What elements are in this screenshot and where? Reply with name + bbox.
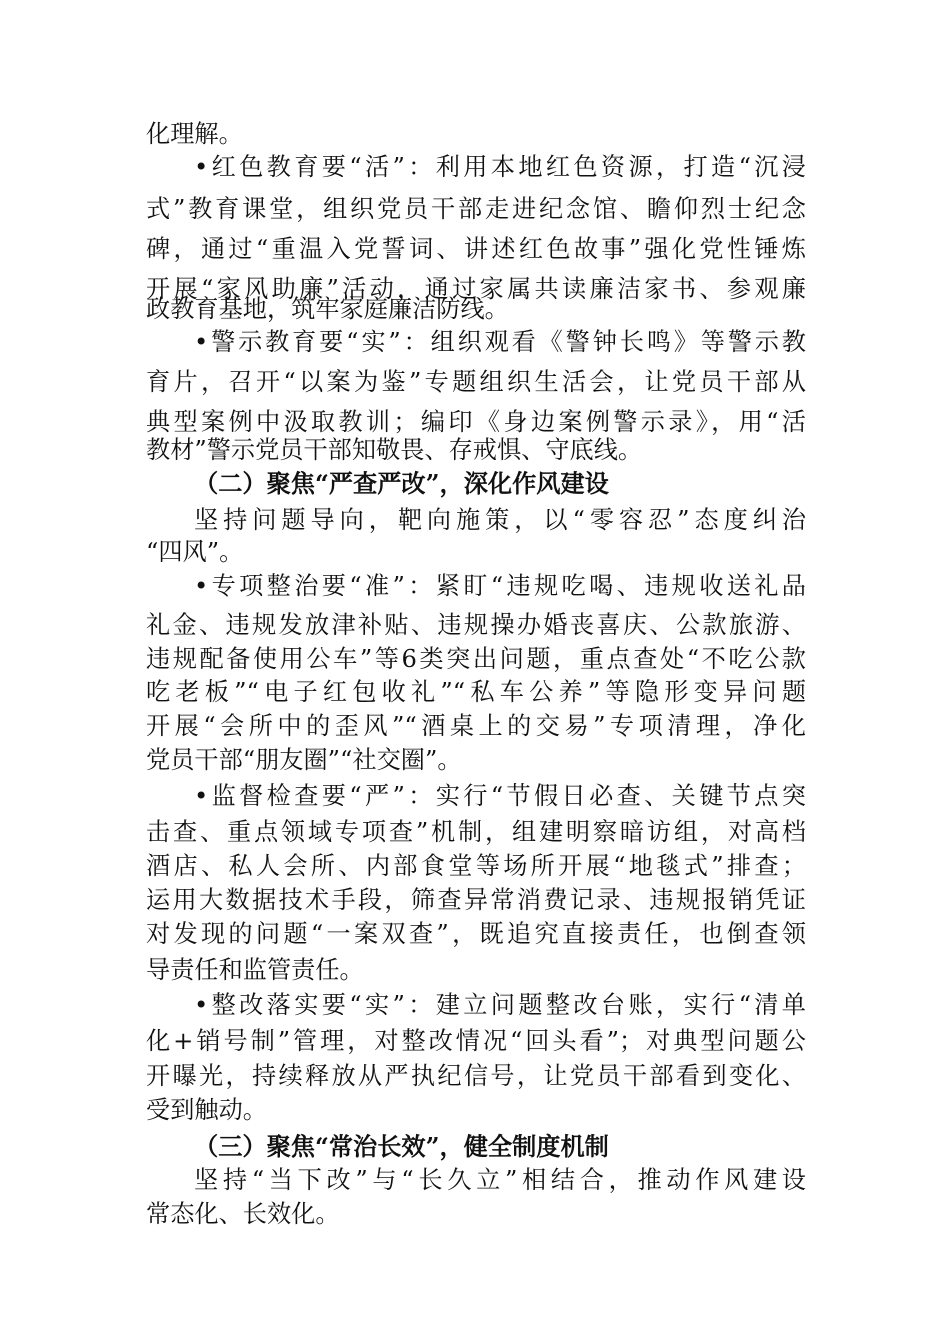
text-line: 受到触动。 — [146, 1096, 267, 1124]
text-line: 导责任和监管责任。 — [146, 956, 364, 984]
text-line: 击查、重点领域专项查”机制，组建明察暗访组，对高档 — [146, 818, 806, 846]
text-line: 开展“家风助廉”活动，通过家属共读廉洁家书、参观廉 — [146, 275, 806, 303]
paragraph-intro: 坚持“当下改”与“长久立”相结合，推动作风建设 — [194, 1166, 806, 1194]
section-heading-2: （二）聚焦“严查严改”，深化作风建设 — [194, 469, 609, 498]
bullet-item-supervision: •监督检查要“严”：实行“节假日必查、关键节点突 — [194, 782, 806, 810]
text-line: 化理解。 — [146, 120, 243, 148]
text-line: 吃老板”“电子红包收礼”“私车公养”等隐形变异问题 — [146, 678, 806, 706]
bullet-item-rectification: •整改落实要“实”：建立问题整改台账，实行“清单 — [194, 991, 806, 1019]
text-line: 开展“会所中的歪风”“酒桌上的交易”专项清理，净化 — [146, 712, 806, 740]
text-line: 开曝光，持续释放从严执纪信号，让党员干部看到变化、 — [146, 1062, 806, 1090]
text-line: 酒店、私人会所、内部食堂等场所开展“地毯式”排查； — [146, 852, 806, 880]
text-line: 政教育基地，筑牢家庭廉洁防线。 — [146, 295, 509, 323]
text-line: 党员干部“朋友圈”“社交圈”。 — [146, 746, 462, 774]
bullet-item-special-rectification: •专项整治要“准”：紧盯“违规吃喝、违规收送礼品 — [194, 572, 806, 600]
text-line: 育片，召开“以案为鉴”专题组织生活会，让党员干部从 — [146, 368, 806, 396]
text-line: 式”教育课堂，组织党员干部走进纪念馆、瞻仰烈士纪念 — [146, 195, 806, 223]
text-line: “四风”。 — [146, 538, 244, 566]
text-line: 违规配备使用公车”等6类突出问题，重点查处“不吃公款 — [146, 645, 806, 673]
text-line: 化+销号制”管理，对整改情况“回头看”；对典型问题公 — [146, 1027, 806, 1055]
bullet-item-red-education: •红色教育要“活”：利用本地红色资源，打造“沉浸 — [194, 153, 806, 181]
paragraph-intro: 坚持问题导向，靶向施策，以“零容忍”态度纠治 — [194, 506, 806, 534]
text-line: 对发现的问题“一案双查”，既追究直接责任，也倒查领 — [146, 920, 806, 948]
text-line: 教材”警示党员干部知敬畏、存戒惧、守底线。 — [146, 436, 643, 464]
text-line: 运用大数据技术手段，筛查异常消费记录、违规报销凭证 — [146, 886, 806, 914]
text-line: 碑，通过“重温入党誓词、讲述红色故事”强化党性锤炼 — [146, 235, 806, 263]
text-line: 常态化、长效化。 — [146, 1200, 340, 1228]
bullet-item-warning-education: •警示教育要“实”：组织观看《警钟长鸣》等警示教 — [194, 328, 806, 356]
text-line: 典型案例中汲取教训；编印《身边案例警示录》，用“活 — [146, 408, 806, 436]
text-line: 礼金、违规发放津补贴、违规操办婚丧喜庆、公款旅游、 — [146, 611, 806, 639]
section-heading-3: （三）聚焦“常治长效”，健全制度机制 — [194, 1132, 609, 1161]
